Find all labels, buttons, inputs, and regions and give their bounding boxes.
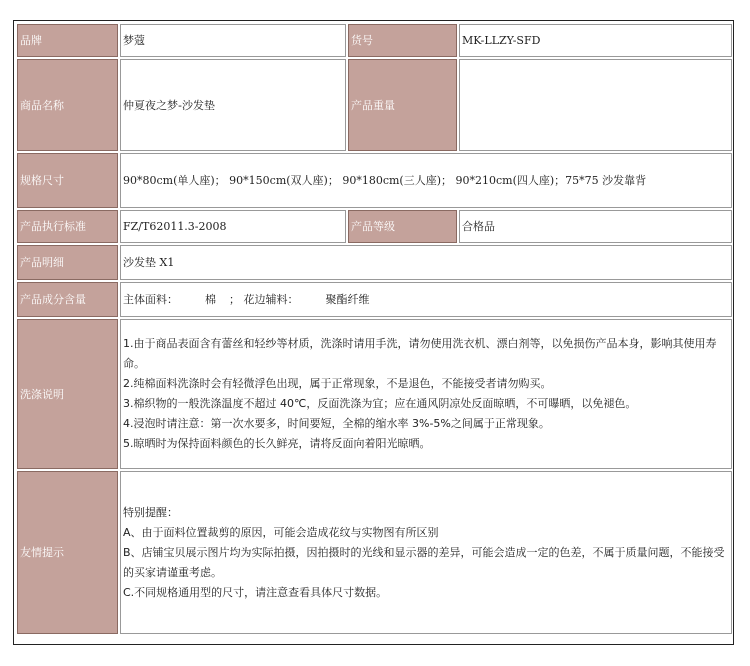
brand-value: 梦蔻 — [120, 24, 346, 57]
tips-content — [120, 471, 732, 634]
weight-label: 产品重量 — [348, 59, 457, 151]
composition-value — [120, 282, 732, 317]
size-label: 规格尺寸 — [17, 153, 118, 208]
brand-label: 品牌 — [17, 24, 118, 57]
washing-line: 4.浸泡时请注意：第一次水要多，时间要短，全棉的缩水率 3%-5%之间属于正常现象。 — [123, 417, 550, 430]
row-composition — [17, 282, 732, 317]
item-no-value: MK-LLZY-SFD — [459, 24, 732, 57]
product-name-label: 商品名称 — [17, 59, 118, 151]
row-tips — [17, 471, 732, 634]
size-value: 90*80cm(单人座)； 90*150cm(双人座)； 90*180cm(三人座)； 90*210cm(四人座)；75*75 沙发靠背 — [120, 153, 732, 208]
tips-label: 友情提示 — [17, 471, 118, 634]
washing-line: 2.纯棉面料洗涤时会有轻微浮色出现，属于正常现象，不是退色，不能接受者请勿购买。 — [123, 377, 552, 390]
washing-line: 1.由于商品表面含有蕾丝和轻纱等材质，洗涤时请用手洗，请勿使用洗衣机、漂白剂等，以免损伤产品本身，影响其使用寿命。 — [123, 337, 717, 370]
row-size — [17, 153, 732, 208]
washing-instructions — [120, 319, 732, 469]
composition-separator: ； — [229, 293, 240, 306]
row-washing — [17, 319, 732, 469]
product-name-value: 仲夏夜之梦-沙发垫 — [120, 59, 346, 151]
row-standard — [17, 210, 732, 243]
main-fabric-label: 主体面料： — [123, 293, 178, 306]
tips-title: 特别提醒： — [123, 505, 178, 519]
item-no-label: 货号 — [348, 24, 457, 57]
standard-label: 产品执行标准 — [17, 210, 118, 243]
product-spec-table — [15, 22, 734, 636]
tips-line: B、店铺宝贝展示图片均为实际拍摄，因拍摄时的光线和显示器的差异，可能会造成一定的色差，不属于质量问题，不能接受的买家请谨重考虑。 — [123, 545, 725, 579]
washing-line: 5.晾晒时为保持面料颜色的长久鲜亮，请将反面向着阳光晾晒。 — [123, 437, 431, 450]
detail-label: 产品明细 — [17, 245, 118, 280]
standard-value: FZ/T62011.3-2008 — [120, 210, 346, 243]
washing-label: 洗涤说明 — [17, 319, 118, 469]
composition-label: 产品成分含量 — [17, 282, 118, 317]
row-detail — [17, 245, 732, 280]
detail-value: 沙发垫 X1 — [120, 245, 732, 280]
row-product-name — [17, 59, 732, 151]
lace-fabric-label: 花边辅料： — [243, 293, 299, 306]
row-brand — [17, 24, 732, 57]
grade-value: 合格品 — [459, 210, 732, 243]
main-fabric-value: 棉 — [205, 293, 216, 306]
grade-label: 产品等级 — [348, 210, 457, 243]
washing-line: 3.棉织物的一般洗涤温度不超过 40℃，反面洗涤为宜；应在通风阴凉处反面晾晒，不可曝晒，以免褪色。 — [123, 397, 637, 410]
weight-value — [459, 59, 732, 151]
lace-fabric-value: 聚酯纤维 — [325, 293, 370, 306]
tips-line: A、由于面料位置裁剪的原因，可能会造成花纹与实物图有所区别 — [123, 525, 439, 539]
tips-line: C.不同规格通用型的尺寸，请注意查看具体尺寸数据。 — [123, 585, 388, 599]
